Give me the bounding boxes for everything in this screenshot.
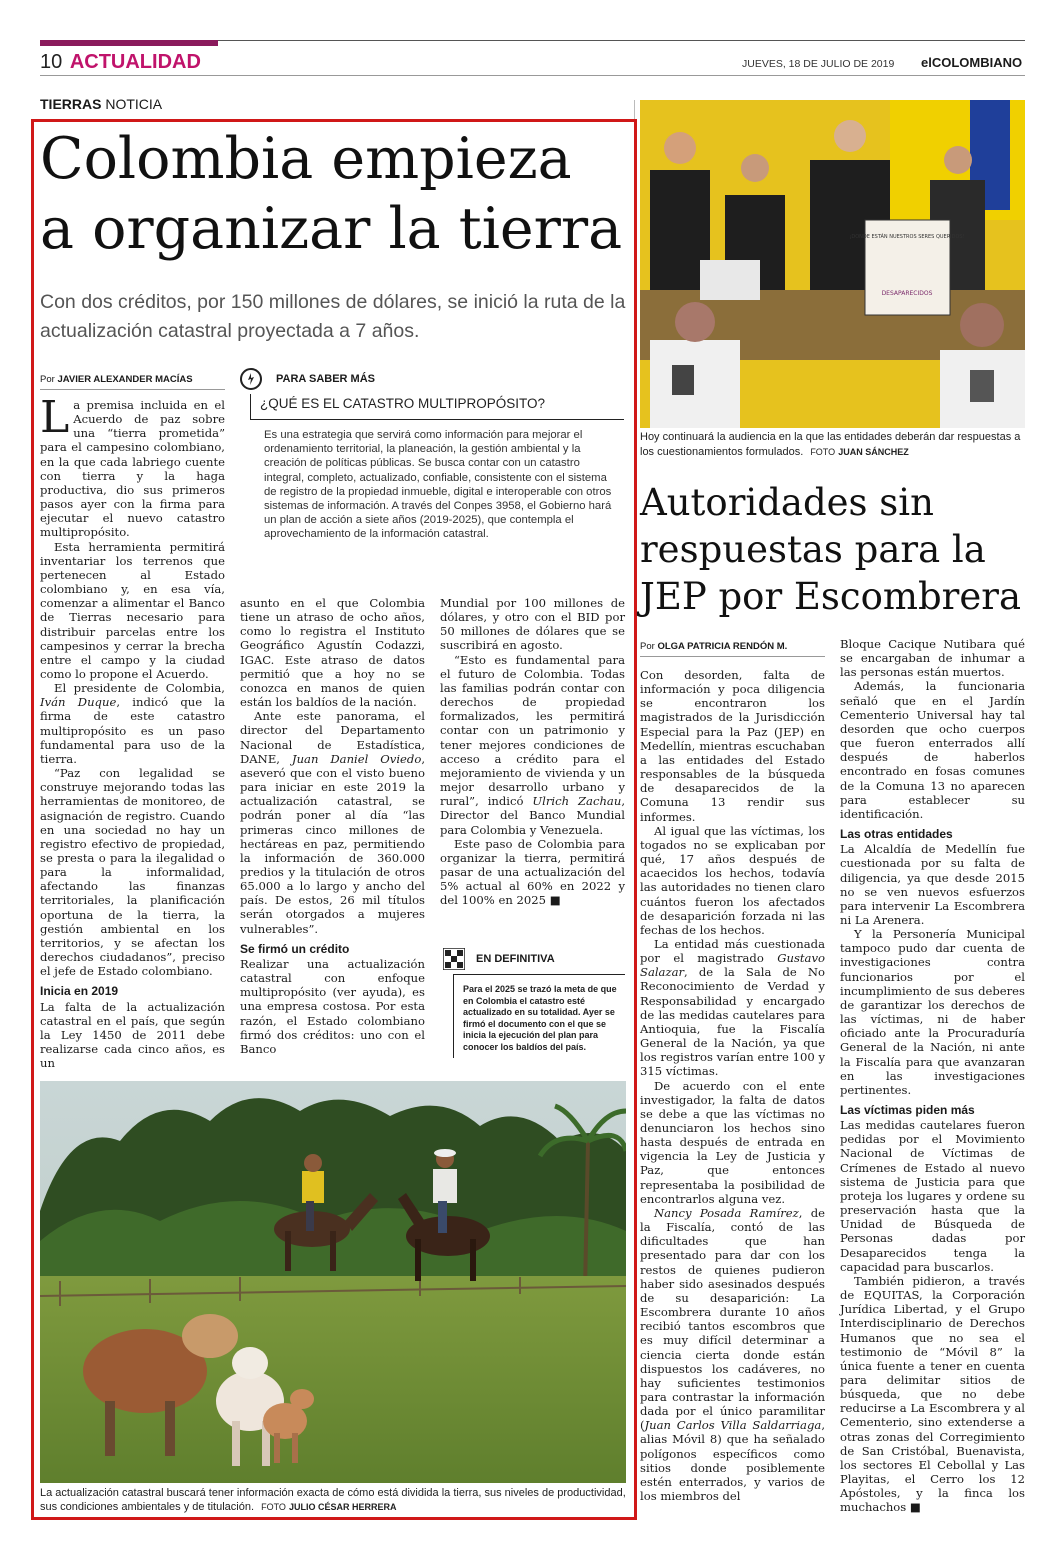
p3-text: El presidente de Colombia, [54,681,225,696]
byline-rule [40,389,225,390]
brand-name: COLOMBIANO [931,55,1023,70]
photo-credit: JUAN SÁNCHEZ [838,447,909,457]
side-byline [640,641,787,652]
saber-mas-title: ¿QUÉ ES EL CATASTRO MULTIPROPÓSITO? [260,396,546,411]
saber-mas-label: PARA SABER MÁS [276,373,376,385]
page-number: 10 [40,51,63,73]
side-col1-p5 [640,1206,825,1503]
side-headline [640,479,1021,620]
p2-text: “Esto es fundamental para el futuro de Colombia. Todas las familias podrán contar con derechos de propiedad formalizados, les permitirá contar con un patrimonio y tener mejores condiciones de acceso a crédito para el mejoramiento de vivienda y un mejor desarrollo urbano y rural”, indicó [440,652,625,809]
section-name: ACTUALIDAD [69,51,201,73]
side-photo-jep-hearing [640,100,1025,428]
page-header [40,50,201,74]
side-col2-p4: Y la Personería Municipal tampoco pudo dar cuenta de investigaciones contra funcionarios por el incumplimiento de sus deberes de garantizar los derechos de las víctimas, ni de haber oficiado ante la Procuraduría General de la Nación, ni ante la Fiscalía para que avanzaran en las investigaciones pertinentes. [840,927,1025,1097]
main-col1-p4: “Paz con legalidad se construye mejorando todas las herramientas de monitoreo, de asignación de registro. Cuando en una sociedad no hay un registro efectivo de propiedad, se presta o para la ilegalidad o para la informalidad, afectando las finanzas territoriales, la planificación oportuna de la tierra, la gestión ambiental en los territorios, y se afectan los derechos ciudadanos”, preciso el jefe de Estado colombiano. [40,766,225,979]
dropcap: L [40,392,70,443]
saber-mas-rule [250,419,624,420]
p2-text: Ante este panorama, el director del Departamento Nacional de Estadística, DANE, [240,709,425,766]
main-col1-p3 [40,681,225,766]
side-photo-caption [640,430,1025,460]
subheading-victimas: Las víctimas piden más [840,1103,975,1117]
main-col3-p3: Este paso de Colombia para organizar la tierra, permitirá pasar de una actualización del 5% actual al 60% en 2022 y del 100% en 2025 ■ [440,836,625,908]
photo-credit-prefix: FOTO [261,1502,286,1512]
main-col2-p2 [240,709,425,936]
person-name: Iván Duque [40,695,117,710]
p2-text-after: , aseveró que con el visto bueno para iniciar en este 2019 la actualización catastral, se podrán poner al día “las primeras cinco millones de hectáreas en paz, permitiendo la información de 360.000 predios y la titulación de otros 65.000 a lo largo y ancho del país. De estos, 26 mil títulos serán otorgados a mujeres vulnerables”. [240,751,425,936]
lightbulb-icon [240,368,262,390]
en-definitiva-label: EN DEFINITIVA [476,953,555,965]
photo-credit-prefix: FOTO [810,447,836,457]
main-col1-p5: La falta de la actualización catastral en el país, que según la Ley 1450 de 2011 debe realizarse cada cinco años, es un [40,999,225,1071]
side-col1-p2: Al igual que las víctimas, los togados no se explicaban por qué, 17 años después de acaecidos los hechos, todavía las autoridades no tienen claro cuántos fueron los afectados de desaparición forzada ni las fechas de los hechos. [640,823,825,937]
main-col-2 [240,596,425,1056]
section-color-bar [40,40,218,46]
p5-text: , de la Fiscalía, contó de las dificultades que han presentado para dar con los restos de quienes pudieron haber sido asesinados después de su desaparición: La Escombrera durante 10 años recibió tantos escombros que es muy difícil determinar a ciencia cierta donde están dispuestos los cadáveres, no hay suficientes testimonios para contrastar la información dada por el único paramilitar ( [640,1205,825,1433]
kicker-type: NOTICIA [105,96,163,112]
subheading-credito: Se firmó un crédito [240,941,350,956]
kicker-section: TIERRAS [40,96,102,112]
side-byline-rule [640,656,825,657]
side-headline-line2: respuestas para la [640,528,986,571]
byline-prefix: Por [640,641,655,652]
side-col-1 [640,668,825,1503]
main-col-1 [40,392,225,1071]
saber-mas-body: Es una estrategia que servirá como información para mejorar el ordenamiento territorial, la planeación, la gestión ambiental y la creación de políticas públicas. Se busca contar con un catastro integral, completo, actualizado, confiable, consistente con el sistema de registro de la propiedad inmueble, digital e interoperable con otros sistemas de información. A través del Conpes 3958, el Gobierno hará un plan de acción a siete años (2019-2025), que contempla el aprovechamiento de la información catastral. [264,429,612,541]
brand-logo [921,55,1022,70]
header-date: JUEVES, 18 DE JULIO DE 2019 [742,58,895,70]
main-col2-p3: Realizar una actualización catastral con enfoque multipropósito (ver ayuda), es una empresa costosa. Por esta razón, el Estado colombiano firmó dos créditos: uno con el Banco [240,956,425,1056]
side-col1-p4: De acuerdo con el ente investigador, la falta de datos se debe a que las víctimas no denunciaron los hechos sino hasta después de entrada en vigencia la Ley de Justicia y Paz, que entonces representaba la posibilidad de encontrarlos alguna vez. [640,1078,825,1206]
saber-mas-box [240,366,624,566]
en-definitiva-rule-left [453,974,454,1058]
side-col2-p5: Las medidas cautelares fueron pedidas por el Movimiento Nacional de Víctimas de Crímenes de Estado al nuevo sistema de Justicia para que proteja los lugares y ordene su preservación hasta que la Unidad de Búsqueda de Personas dadas por Desaparecidos tenga la capacidad para buscarlos. [840,1118,1025,1274]
caption-text: La actualización catastral buscará tener información exacta de cómo está dividida la tierra, sus niveles de productividad, sus condiciones ambientales y de titulación. [40,1487,626,1513]
main-col1-p1: a premisa incluida en el Acuerdo de paz sobre una “tierra prometida” para el campesino colombiano, en la que cada labriego cuente con tierra y la haga productiva, dio sus primeros pasos ayer con la firma para ejecutar el nuevo catastro multipropósito. [40,398,225,540]
person-name-2: Juan Carlos Villa Saldarriaga [644,1418,822,1433]
header-bottom-rule [40,75,1025,76]
side-col1-p1: Con desorden, falta de información y poca diligencia se encontraron los magistrados de la Jurisdicción Especial para la Paz (JEP) en Medellín, mientras escuchaban a las entidades del Estado responsables de la búsqueda de desaparecidos de la Comuna 13 rendir sus informes. [640,668,825,824]
main-headline-line1: Colombia empieza [40,126,572,192]
placard-text-1: ¡DONDE ESTÁN NUESTROS SERES QUERIDOS! [849,234,965,240]
p5-text-after: , alias Móvil 8) que ha señalado polígonos específicos como sitios donde posiblemente estén enterrados, y varios de los miembros del [640,1418,825,1504]
checker-icon [443,948,465,970]
person-name: Juan Daniel Oviedo [291,751,422,766]
side-headline-line1: Autoridades sin [640,481,934,524]
side-headline-line3: JEP por Escombrera [640,575,1022,618]
main-photo-horses-sheep [40,1081,626,1483]
en-definitiva-body: Para el 2025 se trazó la meta de que en Colombia el catastro esté actualizado en su totalidad. Ayer se firmó el documento con el que se inicia la ejecución del plan para conocer los baldíos del país. [463,984,617,1052]
side-col1-p3 [640,937,825,1079]
en-definitiva-rule [453,974,625,975]
main-col2-p1: asunto en el que Colombia tiene un atraso de ocho años, como lo registra el Instituto Geográfico Agustín Codazzi, IGAC. Este atraso de datos permitió que a hoy no se conozca en manos de quien están los baldíos de la nación. [240,596,425,710]
main-subhead: Con dos créditos, por 150 millones de dólares, se inició la ruta de la actualización catastral proyectada a 7 años. [40,291,626,342]
main-headline-line2: a organizar la tierra [40,196,623,262]
main-byline [40,374,193,385]
photo-credit: JULIO CÉSAR HERRERA [288,1502,397,1512]
p3-text: La entidad más cuestionada por el magistrado [640,936,825,966]
main-headline [40,124,622,264]
side-col2-p1: Bloque Cacique Nutibara qué se encargaban de inhumar a las personas están muertos. [840,637,1025,680]
kicker [40,96,162,112]
main-col3-p2 [440,653,625,837]
placard-text-2: DESAPARECIDOS [881,290,933,297]
byline-author: OLGA PATRICIA RENDÓN M. [657,641,788,652]
subheading-inicia: Inicia en 2019 [40,984,119,999]
main-photo-caption [40,1486,628,1514]
byline-prefix: Por [40,374,55,385]
saber-mas-rule-left [250,394,251,420]
main-col1-p2: Esta herramienta permitirá inventariar los terrenos que pertenecen al Estado colombiano y, en esa vía, comenzar a alimentar el Banco de Tierras necesario para distribuir parcelas entre los campesinos y cerrar la brecha entre el campo y la ciudad como lo propone el Acuerdo. [40,539,225,681]
side-col2-p2: Además, la funcionaria señaló que en el Jardín Cementerio Universal hay tal desorden que ocho cuerpos que fueron enterrados allí después de haberlos encontrado en fosas comunes de la Comuna 13 no aparecen para establecer su identificación. [840,679,1025,821]
caption-text: Hoy continuará la audiencia en la que las entidades deberán dar respuestas a los cuestionamientos formulados. [640,431,1021,458]
p3-text-after: , indicó que la firma de este catastro multipropósito es un paso fundamental para uso de la tierra. [40,695,225,766]
person-name: Nancy Posada Ramírez [654,1205,799,1220]
brand-prefix: el [921,55,932,70]
en-definitiva-box [443,948,625,1058]
main-col-3 [440,596,625,907]
subheading-otras-entidades: Las otras entidades [840,827,953,842]
person-name: Ulrich Zachau [532,794,622,809]
byline-author: JAVIER ALEXANDER MACÍAS [57,374,193,385]
side-col2-p6: También pidieron, a través de EQUITAS, la Corporación Jurídica Libertad, y el Grupo Interdisciplinario de Derechos Humanos que no sea el testimonio de “Móvil 8” la única fuente a tener en cuenta para delimitar sitios de búsqueda, que no debe reducirse a La Escombrera y al Cementerio, sino extenderse a otras zonas del Corregimiento de San Cristóbal, Buenavista, los sectores El Cebollal y Las Playitas, el Cerro los 12 Apóstoles, y la finca los muchachos ■ [840,1273,1025,1515]
person-name: Gustavo Salazar [640,951,825,980]
main-col3-p1: Mundial por 100 millones de dólares, y otro con el BID por 50 millones de dólares que se suscribirá en agosto. [440,596,625,653]
side-col2-p3: La Alcaldía de Medellín fue cuestionada por su falta de diligencia, ya que desde 2015 no se ven nuevos esfuerzos para intervenir La Escombrera ni La Arenera. [840,842,1025,927]
p3-text-after: , de la Sala de No Reconocimiento de Verdad y Responsabilidad y encargado de las medidas cautelares para Antioquia, fue la Fiscalía General de la Nación, ya que los registros varían entre 100 y 315 víctimas. [640,965,825,1079]
p2-text-after: , Director del Banco Mundial para Colombia y Venezuela. [440,794,625,837]
side-col-2 [840,637,1025,1515]
